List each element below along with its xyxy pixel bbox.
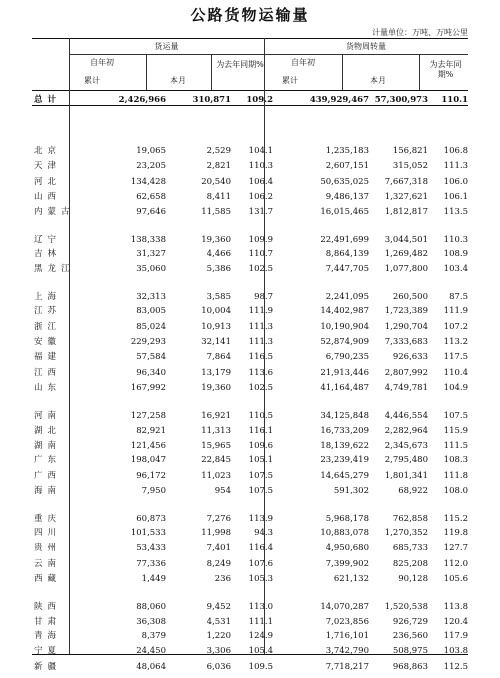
turnover-month: 2,795,480 — [384, 455, 428, 465]
header-month-2: 本月 — [370, 76, 386, 85]
divider-g1-yoy — [211, 54, 212, 90]
turnover-yoy: 112.0 — [443, 559, 468, 569]
turnover-yoy: 111.3 — [443, 161, 468, 171]
volume-yoy: 110.3 — [248, 161, 273, 171]
volume-cumulative: 36,308 — [136, 617, 166, 627]
region-name: 宁夏 — [34, 646, 62, 656]
region-name: 山东 — [34, 383, 62, 393]
page-title: 公路货物运输量 — [190, 6, 310, 24]
region-name: 江西 — [34, 368, 62, 378]
volume-month: 11,998 — [201, 528, 231, 538]
divider-g2-month — [342, 54, 343, 90]
turnover-cumulative: 1,235,183 — [325, 146, 369, 156]
turnover-cumulative: 21,913,446 — [320, 368, 369, 378]
turnover-cumulative: 2,607,151 — [325, 161, 369, 171]
turnover-yoy: 110.1 — [441, 95, 468, 105]
turnover-yoy: 107.5 — [443, 411, 468, 421]
region-name: 山西 — [34, 192, 62, 202]
volume-yoy: 105.3 — [248, 574, 273, 584]
divider-g1-month — [146, 54, 147, 90]
turnover-month: 2,282,964 — [384, 426, 428, 436]
turnover-month: 1,801,341 — [384, 471, 428, 481]
volume-month: 5,386 — [206, 264, 231, 274]
table-row — [32, 645, 468, 657]
turnover-yoy: 105.6 — [443, 574, 468, 584]
turnover-yoy: 103.4 — [443, 264, 468, 274]
volume-yoy: 104.1 — [248, 146, 273, 156]
turnover-cumulative: 41,164,487 — [320, 383, 369, 393]
volume-month: 19,360 — [201, 235, 231, 245]
region-name: 陕西 — [34, 602, 62, 612]
turnover-month: 1,290,704 — [384, 322, 428, 332]
turnover-month: 685,733 — [392, 543, 428, 553]
volume-yoy: 111.9 — [248, 306, 273, 316]
volume-month: 310,871 — [192, 95, 231, 105]
volume-yoy: 116.5 — [248, 352, 273, 362]
turnover-yoy: 113.8 — [443, 602, 468, 612]
volume-cumulative: 167,992 — [130, 383, 166, 393]
turnover-cumulative: 7,447,705 — [325, 264, 369, 274]
turnover-yoy: 108.9 — [443, 249, 468, 259]
turnover-month: 1,327,621 — [384, 192, 428, 202]
header-freight-volume: 货运量 — [154, 42, 179, 51]
turnover-month: 236,560 — [392, 631, 428, 641]
volume-yoy: 106.2 — [248, 192, 273, 202]
region-name: 湖北 — [34, 426, 62, 436]
volume-month: 11,313 — [201, 426, 231, 436]
turnover-yoy: 120.4 — [443, 617, 468, 627]
region-name: 总计 — [34, 95, 62, 105]
turnover-month: 926,729 — [392, 617, 428, 627]
region-name: 福建 — [34, 352, 62, 362]
turnover-cumulative: 23,239,419 — [320, 455, 369, 465]
turnover-cumulative: 439,929,467 — [309, 95, 369, 105]
volume-yoy: 94.3 — [254, 528, 273, 538]
turnover-cumulative: 1,716,101 — [325, 631, 369, 641]
header-ytd-2: 自年初 — [291, 58, 315, 67]
turnover-yoy: 127.7 — [443, 543, 468, 553]
volume-month: 236 — [214, 574, 231, 584]
turnover-cumulative: 591,302 — [333, 486, 369, 496]
volume-cumulative: 23,205 — [136, 161, 166, 171]
turnover-cumulative: 52,874,909 — [320, 337, 369, 347]
turnover-yoy: 104.9 — [443, 383, 468, 393]
header-freight-turnover: 货物周转量 — [346, 42, 386, 51]
turnover-cumulative: 10,883,078 — [320, 528, 369, 538]
turnover-yoy: 115.9 — [443, 426, 468, 436]
turnover-yoy: 103.8 — [443, 646, 468, 656]
volume-month: 13,179 — [201, 368, 231, 378]
turnover-month: 1,520,538 — [384, 602, 428, 612]
volume-yoy: 111.3 — [248, 322, 273, 332]
turnover-yoy: 119.8 — [443, 528, 468, 538]
turnover-yoy: 113.5 — [443, 207, 468, 217]
table-row — [32, 234, 468, 246]
turnover-cumulative: 621,132 — [333, 574, 369, 584]
volume-cumulative: 53,433 — [136, 543, 166, 553]
header-bottom-rule — [32, 90, 468, 91]
table-row — [32, 425, 468, 437]
table-row — [32, 601, 468, 613]
turnover-month: 57,300,973 — [374, 95, 428, 105]
volume-yoy: 109.9 — [248, 235, 273, 245]
turnover-yoy: 107.2 — [443, 322, 468, 332]
volume-cumulative: 96,172 — [136, 471, 166, 481]
turnover-month: 4,446,554 — [384, 411, 428, 421]
volume-month: 1,220 — [206, 631, 231, 641]
group-underline-2 — [264, 54, 468, 55]
table-row — [32, 191, 468, 203]
table-row — [32, 661, 468, 673]
table-row — [32, 382, 468, 394]
region-name: 贵州 — [34, 543, 62, 553]
table-row — [32, 616, 468, 628]
turnover-cumulative: 10,190,904 — [320, 322, 369, 332]
turnover-cumulative: 14,645,279 — [320, 471, 369, 481]
turnover-cumulative: 5,968,178 — [325, 514, 369, 524]
table-row — [32, 527, 468, 539]
turnover-cumulative: 2,241,095 — [325, 292, 369, 302]
volume-cumulative: 8,379 — [141, 631, 166, 641]
turnover-yoy: 110.4 — [443, 368, 468, 378]
volume-month: 3,306 — [206, 646, 231, 656]
volume-yoy: 113.0 — [248, 602, 273, 612]
region-name: 云南 — [34, 559, 62, 569]
volume-yoy: 109.2 — [246, 95, 273, 105]
turnover-yoy: 108.3 — [443, 455, 468, 465]
region-name: 湖南 — [34, 441, 62, 451]
volume-cumulative: 83,005 — [136, 306, 166, 316]
region-name: 河南 — [34, 411, 62, 421]
unit-note: 计量单位：万吨、万吨公里 — [372, 28, 468, 37]
volume-cumulative: 31,327 — [136, 249, 166, 259]
turnover-month: 260,500 — [392, 292, 428, 302]
volume-month: 11,585 — [201, 207, 231, 217]
turnover-month: 315,052 — [392, 161, 428, 171]
volume-month: 6,036 — [206, 662, 231, 672]
volume-cumulative: 19,065 — [136, 146, 166, 156]
volume-yoy: 131.7 — [248, 207, 273, 217]
volume-yoy: 113.6 — [248, 368, 273, 378]
region-name: 青海 — [34, 631, 62, 641]
turnover-month: 1,269,482 — [384, 249, 428, 259]
header-cumulative-1: 累计 — [84, 76, 100, 85]
turnover-yoy: 106.1 — [443, 192, 468, 202]
volume-yoy: 110.7 — [248, 249, 273, 259]
region-name: 甘肃 — [34, 617, 62, 627]
table-row — [32, 321, 468, 333]
volume-cumulative: 77,336 — [136, 559, 166, 569]
volume-month: 2,821 — [206, 161, 231, 171]
table-row — [32, 145, 468, 157]
table-row — [32, 454, 468, 466]
turnover-month: 762,858 — [392, 514, 428, 524]
header-yoy-1: 为去年同期% — [216, 60, 264, 69]
volume-cumulative: 24,450 — [136, 646, 166, 656]
total-row — [32, 94, 468, 106]
volume-cumulative: 134,428 — [130, 177, 166, 187]
volume-cumulative: 127,258 — [130, 411, 166, 421]
volume-cumulative: 198,047 — [130, 455, 166, 465]
volume-yoy: 116.4 — [248, 543, 273, 553]
volume-month: 954 — [214, 486, 231, 496]
table-row — [32, 176, 468, 188]
region-name: 西藏 — [34, 574, 62, 584]
turnover-month: 825,208 — [392, 559, 428, 569]
region-name: 天津 — [34, 161, 62, 171]
turnover-yoy: 106.0 — [443, 177, 468, 187]
turnover-cumulative: 6,790,235 — [325, 352, 369, 362]
table-row — [32, 305, 468, 317]
header-yoy-2: 为去年同期% — [429, 60, 462, 79]
volume-cumulative: 85,024 — [136, 322, 166, 332]
turnover-cumulative: 7,023,856 — [325, 617, 369, 627]
turnover-yoy: 111.8 — [443, 471, 468, 481]
group-underline-1 — [69, 54, 264, 55]
region-name: 黑龙江 — [34, 264, 75, 274]
volume-month: 22,845 — [201, 455, 231, 465]
volume-cumulative: 138,338 — [130, 235, 166, 245]
turnover-yoy: 108.0 — [443, 486, 468, 496]
turnover-yoy: 111.9 — [443, 306, 468, 316]
volume-yoy: 105.1 — [248, 455, 273, 465]
volume-cumulative: 62,658 — [136, 192, 166, 202]
turnover-cumulative: 34,125,848 — [320, 411, 369, 421]
turnover-cumulative: 8,864,139 — [325, 249, 369, 259]
table-row — [32, 248, 468, 260]
region-name: 北京 — [34, 146, 62, 156]
turnover-cumulative: 7,718,217 — [325, 662, 369, 672]
table-row — [32, 630, 468, 642]
turnover-month: 1,077,800 — [384, 264, 428, 274]
volume-cumulative: 88,060 — [136, 602, 166, 612]
region-name: 新疆 — [34, 662, 62, 672]
region-name: 河北 — [34, 177, 62, 187]
volume-yoy: 111.3 — [248, 337, 273, 347]
volume-yoy: 105.4 — [248, 646, 273, 656]
volume-yoy: 102.5 — [248, 383, 273, 393]
volume-month: 10,913 — [201, 322, 231, 332]
turnover-cumulative: 16,015,465 — [320, 207, 369, 217]
volume-yoy: 109.5 — [248, 662, 273, 672]
turnover-cumulative: 50,635,025 — [320, 177, 369, 187]
turnover-month: 2,807,992 — [384, 368, 428, 378]
turnover-yoy: 117.5 — [443, 352, 468, 362]
table-row — [32, 513, 468, 525]
table-row — [32, 410, 468, 422]
turnover-yoy: 112.5 — [443, 662, 468, 672]
turnover-cumulative: 22,491,699 — [320, 235, 369, 245]
divider-g2-yoy — [419, 54, 420, 90]
volume-month: 2,529 — [206, 146, 231, 156]
turnover-cumulative: 3,742,790 — [325, 646, 369, 656]
volume-cumulative: 96,340 — [136, 368, 166, 378]
region-name: 四川 — [34, 528, 62, 538]
volume-yoy: 113.9 — [248, 514, 273, 524]
turnover-cumulative: 7,399,902 — [325, 559, 369, 569]
volume-month: 7,276 — [206, 514, 231, 524]
table-row — [32, 440, 468, 452]
volume-month: 32,141 — [201, 337, 231, 347]
volume-cumulative: 101,533 — [130, 528, 166, 538]
volume-month: 4,531 — [206, 617, 231, 627]
turnover-month: 156,821 — [392, 146, 428, 156]
turnover-yoy: 106.8 — [443, 146, 468, 156]
turnover-month: 3,044,501 — [384, 235, 428, 245]
volume-cumulative: 1,449 — [141, 574, 166, 584]
table-row — [32, 206, 468, 218]
turnover-month: 508,975 — [392, 646, 428, 656]
volume-cumulative: 35,060 — [136, 264, 166, 274]
region-name: 重庆 — [34, 514, 62, 524]
volume-cumulative: 48,064 — [136, 662, 166, 672]
turnover-cumulative: 18,139,622 — [320, 441, 369, 451]
region-name: 吉林 — [34, 249, 62, 259]
turnover-cumulative: 14,070,287 — [320, 602, 369, 612]
volume-month: 9,452 — [206, 602, 231, 612]
volume-yoy: 110.5 — [248, 411, 273, 421]
table-row — [32, 542, 468, 554]
volume-cumulative: 229,293 — [130, 337, 166, 347]
turnover-month: 90,128 — [398, 574, 428, 584]
volume-cumulative: 60,873 — [136, 514, 166, 524]
volume-cumulative: 121,456 — [130, 441, 166, 451]
table-row — [32, 470, 468, 482]
region-name: 江苏 — [34, 306, 62, 316]
volume-month: 11,023 — [201, 471, 231, 481]
turnover-month: 1,812,817 — [384, 207, 428, 217]
volume-yoy: 107.5 — [248, 471, 273, 481]
turnover-month: 968,863 — [392, 662, 428, 672]
table-row — [32, 336, 468, 348]
volume-yoy: 124.9 — [248, 631, 273, 641]
turnover-month: 68,922 — [398, 486, 428, 496]
turnover-month: 1,723,389 — [384, 306, 428, 316]
volume-yoy: 102.5 — [248, 264, 273, 274]
volume-yoy: 111.1 — [248, 617, 273, 627]
header-cumulative-2: 累计 — [282, 76, 298, 85]
volume-yoy: 98.7 — [254, 292, 273, 302]
table-row — [32, 367, 468, 379]
table-row — [32, 558, 468, 570]
table-row — [32, 573, 468, 585]
turnover-cumulative: 9,486,137 — [325, 192, 369, 202]
volume-month: 20,540 — [201, 177, 231, 187]
turnover-month: 7,333,683 — [384, 337, 428, 347]
region-name: 安徽 — [34, 337, 62, 347]
top-rule — [32, 38, 468, 39]
volume-cumulative: 97,646 — [136, 207, 166, 217]
region-name: 海南 — [34, 486, 62, 496]
region-name: 辽宁 — [34, 235, 62, 245]
volume-month: 15,965 — [201, 441, 231, 451]
turnover-cumulative: 4,950,680 — [325, 543, 369, 553]
volume-month: 19,360 — [201, 383, 231, 393]
turnover-yoy: 87.5 — [449, 292, 468, 302]
turnover-cumulative: 14,402,987 — [320, 306, 369, 316]
turnover-month: 926,633 — [392, 352, 428, 362]
table-row — [32, 291, 468, 303]
region-name: 广东 — [34, 455, 62, 465]
volume-cumulative: 7,950 — [141, 486, 166, 496]
volume-yoy: 107.6 — [248, 559, 273, 569]
table-row — [32, 160, 468, 172]
volume-cumulative: 82,921 — [136, 426, 166, 436]
region-name: 浙江 — [34, 322, 62, 332]
turnover-yoy: 115.2 — [443, 514, 468, 524]
volume-month: 16,921 — [201, 411, 231, 421]
volume-yoy: 107.5 — [248, 486, 273, 496]
turnover-month: 4,749,781 — [384, 383, 428, 393]
turnover-yoy: 113.2 — [443, 337, 468, 347]
table-row — [32, 351, 468, 363]
turnover-yoy: 110.3 — [443, 235, 468, 245]
volume-month: 3,585 — [206, 292, 231, 302]
turnover-cumulative: 16,733,209 — [320, 426, 369, 436]
volume-month: 8,411 — [206, 192, 231, 202]
header-ytd-1: 自年初 — [90, 58, 114, 67]
turnover-month: 7,667,318 — [384, 177, 428, 187]
volume-month: 8,249 — [206, 559, 231, 569]
volume-cumulative: 32,313 — [136, 292, 166, 302]
turnover-yoy: 117.9 — [443, 631, 468, 641]
volume-month: 7,401 — [206, 543, 231, 553]
volume-month: 7,864 — [206, 352, 231, 362]
table-row — [32, 263, 468, 275]
table-row — [32, 485, 468, 497]
turnover-month: 1,270,352 — [384, 528, 428, 538]
turnover-yoy: 111.5 — [443, 441, 468, 451]
header-month-1: 本月 — [170, 76, 186, 85]
region-name: 上海 — [34, 292, 62, 302]
turnover-month: 2,345,673 — [384, 441, 428, 451]
region-name: 广西 — [34, 471, 62, 481]
volume-yoy: 116.1 — [248, 426, 273, 436]
volume-month: 10,004 — [201, 306, 231, 316]
region-name: 内蒙古 — [34, 207, 75, 217]
volume-cumulative: 57,584 — [136, 352, 166, 362]
volume-yoy: 106.4 — [248, 177, 273, 187]
volume-cumulative: 2,426,966 — [118, 95, 166, 105]
volume-yoy: 109.6 — [248, 441, 273, 451]
volume-month: 4,466 — [206, 249, 231, 259]
